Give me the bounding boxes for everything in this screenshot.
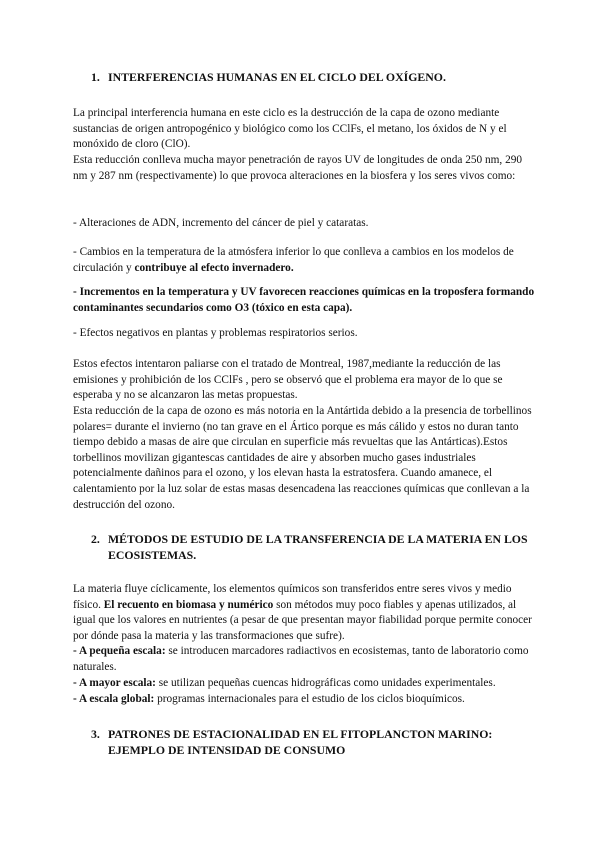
list-item-uv bbox=[73, 285, 535, 316]
section-2-title: MÉTODOS DE ESTUDIO DE LA TRANSFERENCIA DE LA MATERIA EN LOS ECOSISTEMAS. bbox=[108, 532, 528, 562]
major-scale-label: - A mayor escala: bbox=[73, 677, 156, 689]
global-scale-text: programas internacionales para el estudio de los ciclos bioquímicos. bbox=[154, 693, 465, 705]
section-2-paragraph-bold: El recuento en biomasa y numérico bbox=[103, 598, 274, 611]
section-2-number: 2. bbox=[91, 532, 100, 546]
small-scale-text: se introducen marcadores radiactivos en ecosistemas, tanto de laboratorio como naturales. bbox=[73, 645, 529, 673]
global-scale-label: - A escala global: bbox=[73, 693, 155, 705]
list-item-temperature-text: - Cambios en la temperatura de la atmósfera inferior lo que conlleva a cambios en los modelos de circulación y bbox=[73, 246, 514, 274]
section-1-title: INTERFERENCIAS HUMANAS EN EL CICLO DEL OXÍGENO. bbox=[108, 70, 446, 84]
section-1-number: 1. bbox=[91, 70, 100, 84]
list-item-small-scale bbox=[73, 644, 535, 675]
list-item-major-scale bbox=[73, 676, 535, 692]
section-2-paragraph-end: son métodos muy poco fiables y apenas utilizados, al igual que los valores en nutrientes (a pesar de que presentan mayor fiabilidad porque permite conocer por dónde pasa la materia y las transformaciones que sufre). bbox=[73, 598, 532, 642]
section-1-heading bbox=[91, 69, 531, 85]
paragraph-antarctica: Esta reducción de la capa de ozono es más notoria en la Antártida debido a la presencia de torbellinos polares= durante el invierno (no tan grave en el Ártico porque es más cálido y estos no duran tanto tiempo debido a masas de aire que circulan en superficie más revueltas que las Antárticas).Estos torbellinos movilizan gigantescas cantidades de aire y absorben mucho gases industriales potencialmente dañinos para el ozono, y los elevan hasta la estratosfera. Cuando amanece, el calentamiento por la luz solar de estas masas desencadena las reacciones químicas que conllevan a la destrucción del ozono. bbox=[73, 405, 532, 511]
section-2-paragraph-start: La materia fluye cíclicamente, los elementos químicos son transferidos entre seres vivos y medio físico. bbox=[73, 583, 512, 611]
section-3-title: PATRONES DE ESTACIONALIDAD EN EL FITOPLANCTON MARINO: EJEMPLO DE INTENSIDAD DE CONSUMO bbox=[108, 727, 493, 757]
section-2-paragraph bbox=[73, 582, 535, 644]
list-item-uv-bold: - Incrementos en la temperatura y UV favorecen reacciones químicas en la troposfera formando contaminantes secundarios como O3 (tóxico en esta capa). bbox=[73, 286, 535, 314]
section-2-heading bbox=[91, 531, 531, 563]
paragraph-montreal: Estos efectos intentaron paliarse con el tratado de Montreal, 1987,mediante la reducción de las emisiones y prohibición de los CClFs , pero se observó que el problema era mayor de lo que se esperaba y no se alcanzaron las metas propuestas. bbox=[73, 358, 503, 402]
section-3-heading bbox=[91, 726, 531, 758]
list-item-temperature bbox=[73, 245, 535, 276]
list-item-plants: - Efectos negativos en plantas y problemas respiratorios serios. bbox=[73, 327, 358, 339]
small-scale-label: - A pequeña escala: bbox=[73, 645, 166, 657]
list-item-temperature-bold: contribuye al efecto invernadero. bbox=[134, 261, 294, 274]
section-1-intro: La principal interferencia humana en este ciclo es la destrucción de la capa de ozono mediante sustancias de origen antropogénico y biológico como los CClFs, el metano, los óxidos de N y el monóxido de cloro (ClO). bbox=[73, 107, 507, 151]
section-1-intro-2: Esta reducción conlleva mucha mayor penetración de rayos UV de longitudes de onda 250 nm, 290 nm y 287 nm (respectivamente) lo que provoca alteraciones en la biosfera y los seres vivos como: bbox=[73, 154, 523, 182]
section-3-number: 3. bbox=[91, 727, 100, 741]
major-scale-text: se utilizan pequeñas cuencas hidrográficas como unidades experimentales. bbox=[155, 677, 496, 689]
list-item-global-scale bbox=[73, 692, 535, 708]
list-item-adn: - Alteraciones de ADN, incremento del cáncer de piel y cataratas. bbox=[73, 217, 369, 229]
